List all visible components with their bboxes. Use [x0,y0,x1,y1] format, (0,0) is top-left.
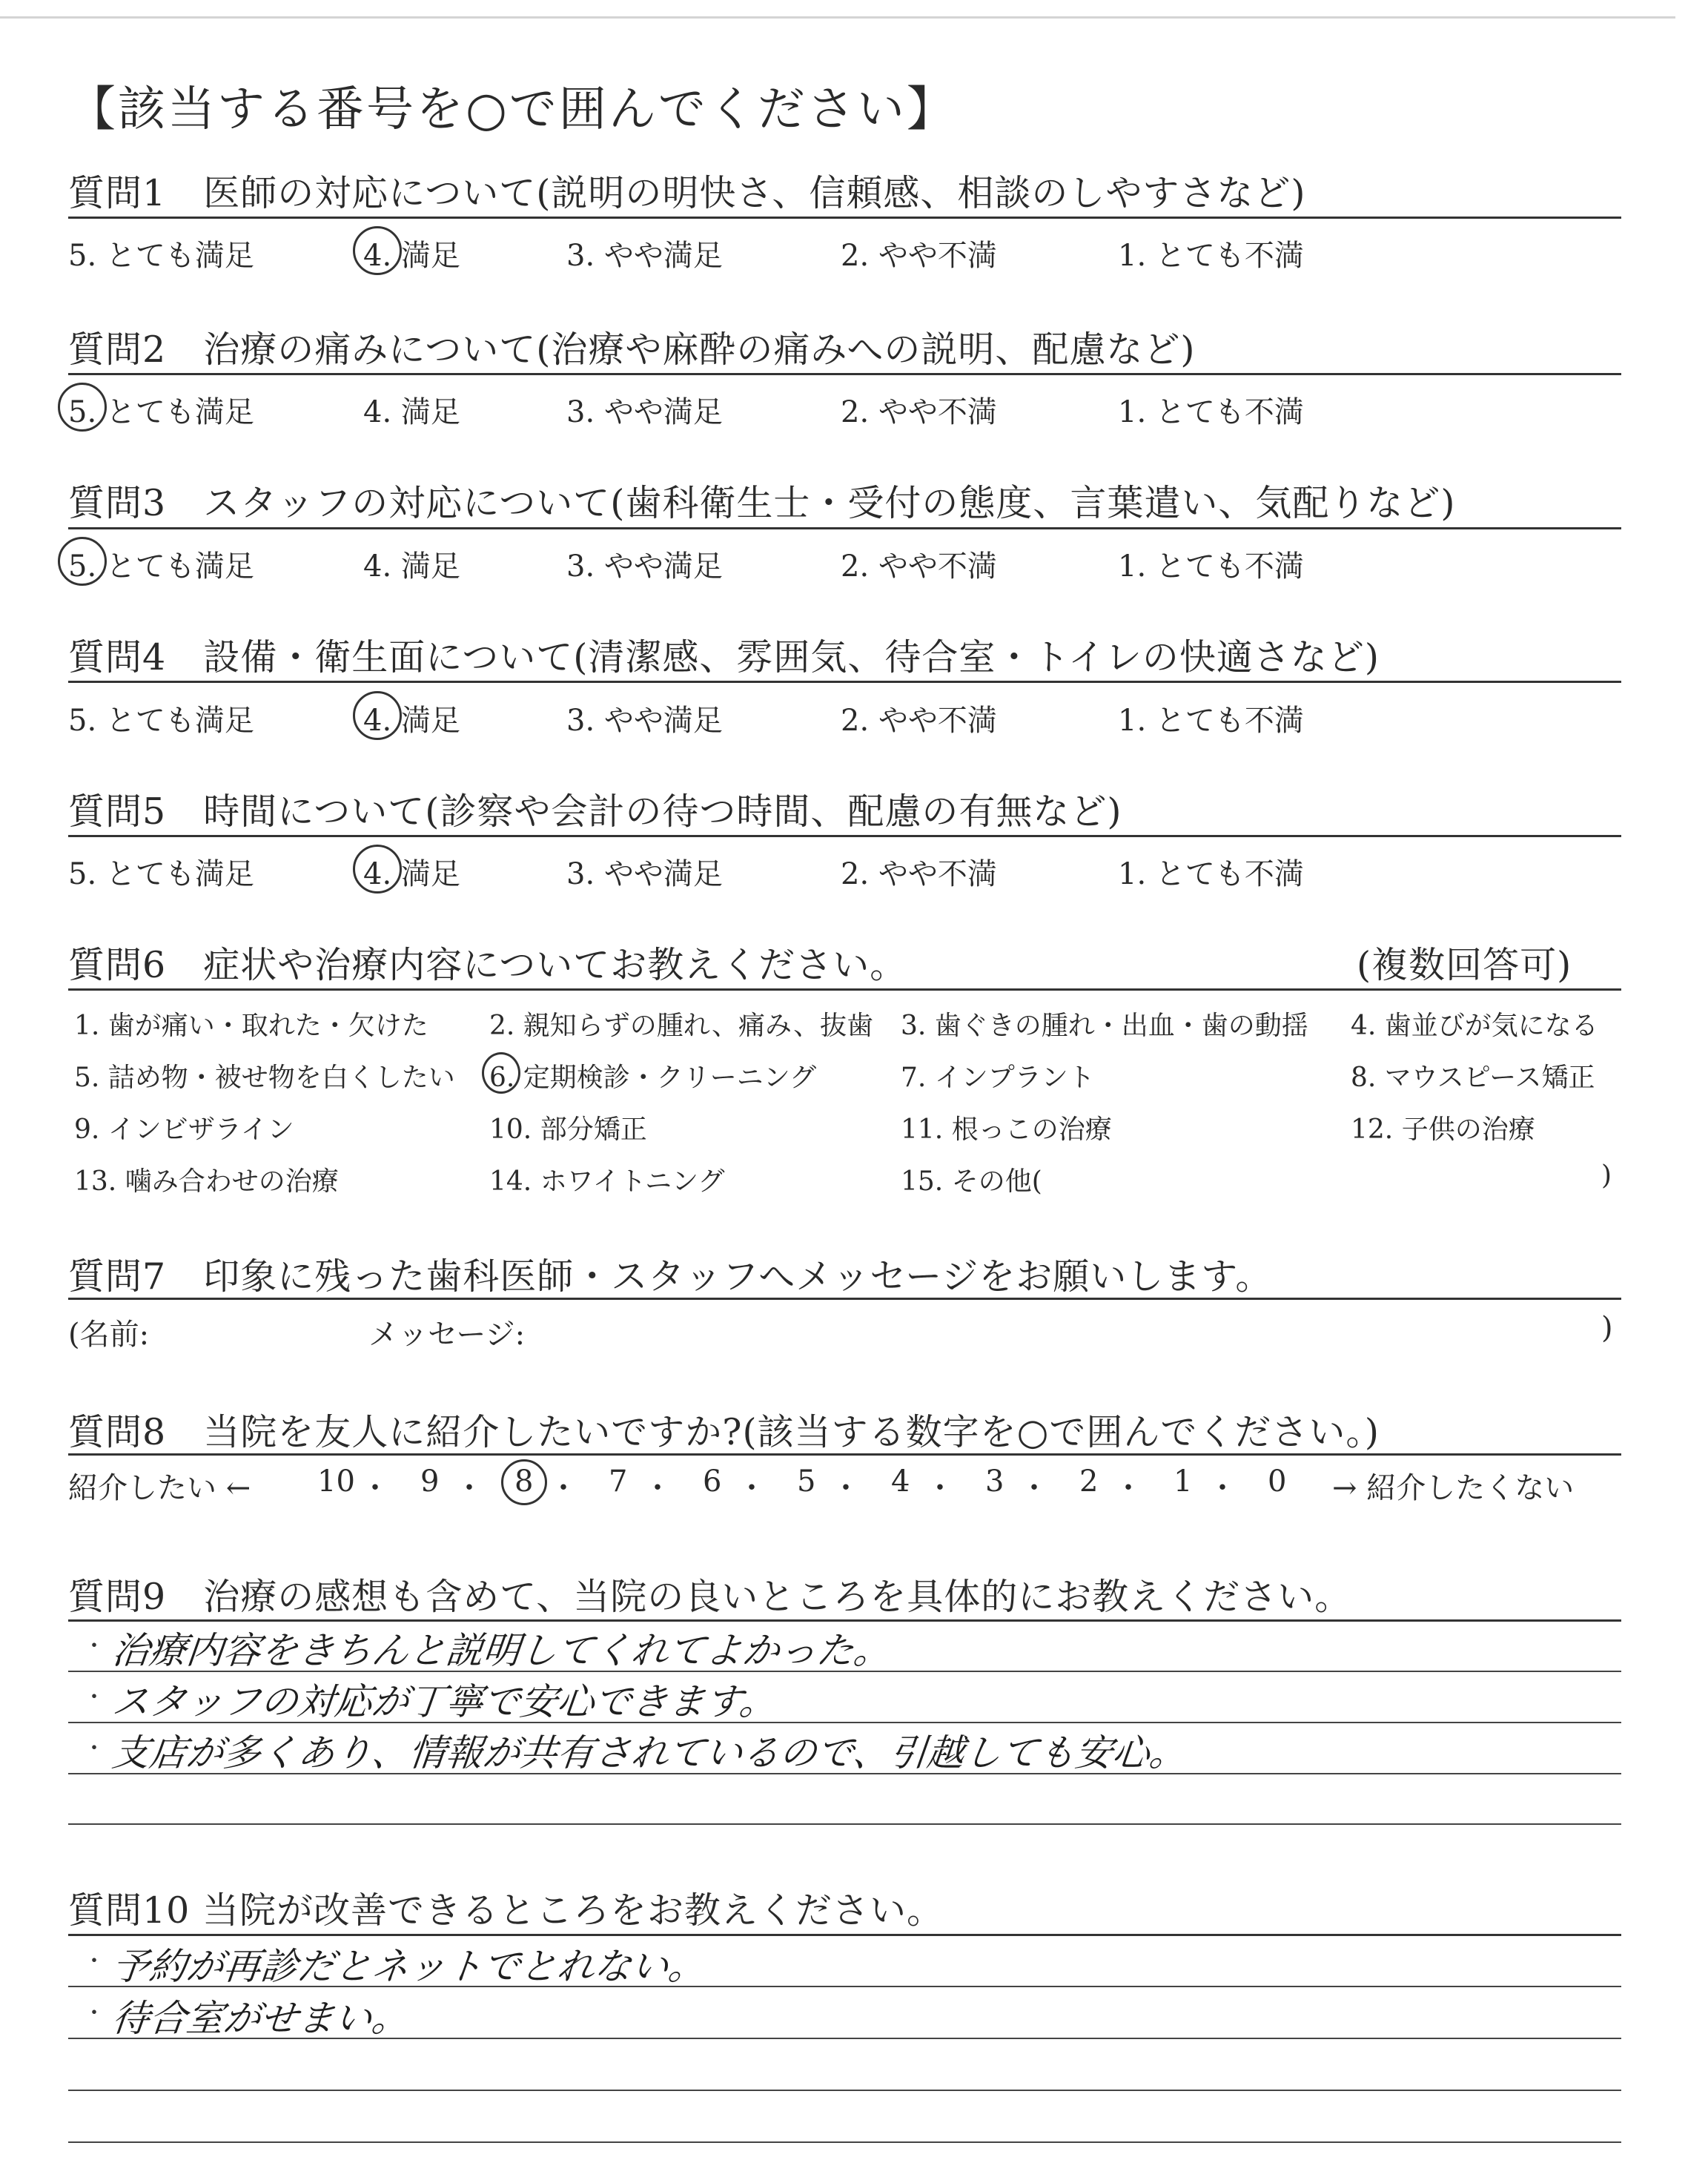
scale-separator: ・ [454,1471,484,1505]
rating-option[interactable]: 1. とても不満 [1118,395,1304,429]
page-title: 【該当する番号を○で囲んでください】 [68,82,956,137]
scale-number[interactable]: 8 [514,1464,534,1499]
question-text: スタッフの対応について(歯科衛生士・受付の態度、言葉遣い、気配りなど) [203,482,1456,524]
question-label: 質問9 [68,1576,167,1618]
scale-number[interactable]: 3 [985,1464,1004,1499]
scale-separator: ・ [360,1471,390,1505]
rating-option[interactable]: 3. やや満足 [566,857,723,891]
question-label: 質問2 [68,328,167,371]
question-text: 医師の対応について(説明の明快さ、信頼感、相談のしやすさなど) [203,172,1306,214]
question-2-heading [68,321,1195,373]
rating-row [0,851,1708,895]
question-4-rule [68,681,1621,683]
rating-option[interactable]: 4. 満足 [363,704,460,738]
treatment-option[interactable]: 2. 親知らずの腫れ、痛み、抜歯 [489,1011,874,1041]
question-3-heading [68,475,1455,526]
rating-option[interactable]: 2. やや不満 [841,395,997,429]
question-2-rule [68,373,1621,375]
question-5-heading [68,783,1122,835]
rating-option[interactable]: 5. とても満足 [68,857,254,891]
question-label: 質問4 [68,636,167,678]
treatment-option[interactable]: 11. 根っこの治療 [901,1114,1112,1145]
question-6-rule [68,988,1621,991]
question-text: 印象に残った歯科医師・スタッフへメッセージをお願いします。 [203,1255,1273,1298]
scale-separator: ・ [643,1471,672,1505]
question-9-heading [68,1568,1351,1620]
scale-number[interactable]: 7 [609,1464,628,1499]
rating-option[interactable]: 2. やや不満 [841,704,997,738]
question-10-heading [68,1882,944,1934]
treatment-option[interactable]: 15. その他( [901,1166,1042,1197]
answer-bullet: ・ [83,2001,105,2027]
question-label: 質問7 [68,1255,167,1298]
question-text: 治療の感想も含めて、当院の良いところを具体的にお教えください。 [203,1576,1352,1618]
scale-number[interactable]: 0 [1268,1464,1287,1499]
rating-option[interactable]: 3. やや満足 [566,395,723,429]
rating-option[interactable]: 5. とても満足 [68,395,254,429]
handwritten-answer: 支店が多くあり、情報が共有されているので、引越しても安心。 [110,1731,1189,1774]
question-label: 質問3 [68,482,167,524]
scale-number[interactable]: 4 [891,1464,910,1499]
treatment-option[interactable]: 7. インプラント [901,1063,1095,1093]
selection-circle [501,1459,547,1505]
rating-option[interactable]: 1. とても不満 [1118,704,1304,738]
scale-separator: ・ [549,1471,578,1505]
handwritten-answer: 予約が再診だとネットでとれない。 [110,1945,708,1988]
rating-option[interactable]: 3. やや満足 [566,704,723,738]
recommend-label: 紹介したい ← [68,1471,251,1505]
question-label: 質問1 [68,172,167,214]
rating-row [0,543,1708,587]
rating-option[interactable]: 2. やや不満 [841,857,997,891]
rating-option[interactable]: 4. 満足 [363,857,460,891]
question-10-rule [68,1934,1621,1936]
rating-option[interactable]: 2. やや不満 [841,549,997,584]
treatment-option[interactable]: 14. ホワイトニング [489,1166,725,1197]
other-closing-paren: ) [1601,1160,1612,1191]
handwritten-answer: スタッフの対応が丁寧で安心できます。 [110,1680,779,1723]
answer-bullet: ・ [83,1736,105,1762]
multiple-answer-note: (複数回答可) [1357,944,1572,986]
name-label: (名前: [68,1318,150,1352]
question-7-rule [68,1298,1621,1300]
rating-option[interactable]: 4. 満足 [363,239,460,273]
question-text: 治療の痛みについて(治療や麻酔の痛みへの説明、配慮など) [203,328,1196,371]
scale-number[interactable]: 6 [703,1464,722,1499]
selection-circle [58,383,107,432]
message-label: メッセージ: [368,1318,526,1352]
treatment-option[interactable]: 13. 噛み合わせの治療 [74,1166,339,1197]
question-1-rule [68,217,1621,219]
scale-separator: ・ [1113,1471,1143,1505]
question-6-heading [68,937,907,988]
scale-separator: ・ [831,1471,861,1505]
question-7-heading [68,1248,1272,1300]
scale-separator: ・ [737,1471,767,1505]
question-label: 質問10 [68,1889,191,1932]
scale-separator: ・ [1019,1471,1049,1505]
question-label: 質問8 [68,1411,167,1453]
question-3-rule [68,527,1621,529]
rating-option[interactable]: 3. やや満足 [566,239,723,273]
rating-option[interactable]: 1. とても不満 [1118,857,1304,891]
rating-option[interactable]: 1. とても不満 [1118,239,1304,273]
rating-option[interactable]: 1. とても不満 [1118,549,1304,584]
rating-option[interactable]: 4. 満足 [363,549,460,584]
scale-number[interactable]: 10 [317,1464,355,1499]
rating-option[interactable]: 5. とても満足 [68,704,254,738]
question-8-rule [68,1453,1621,1456]
selection-circle [353,226,402,275]
scale-separator: ・ [925,1471,955,1505]
treatment-option[interactable]: 6. 定期検診・クリーニング [489,1063,817,1093]
treatment-option[interactable]: 3. 歯ぐきの腫れ・出血・歯の動揺 [901,1011,1308,1041]
scale-separator: ・ [1208,1471,1237,1505]
rating-option[interactable]: 2. やや不満 [841,239,997,273]
selection-circle [353,691,402,740]
treatment-option[interactable]: 5. 詰め物・被せ物を白くしたい [74,1063,455,1093]
answer-line [68,2090,1621,2091]
question-text: 時間について(診察や会計の待つ時間、配慮の有無など) [203,790,1122,833]
question-4-heading [68,629,1380,681]
treatment-option[interactable]: 10. 部分矯正 [489,1114,647,1145]
answer-bullet: ・ [83,1634,105,1659]
selection-circle [353,845,402,894]
handwritten-answer: 待合室がせまい。 [110,1997,411,2040]
answer-bullet: ・ [83,1949,105,1975]
not-recommend-label: → 紹介したくない [1332,1471,1575,1505]
selection-circle [58,537,107,586]
rating-option[interactable]: 4. 満足 [363,395,460,429]
question-text: 当院が改善できるところをお教えください。 [202,1889,944,1932]
question-1-heading [68,165,1306,217]
question-label: 質問6 [68,944,167,986]
question-text: 当院を友人に紹介したいですか?(該当する数字を○で囲んでください。) [203,1411,1380,1453]
treatment-option[interactable]: 4. 歯並びが気になる [1351,1011,1598,1041]
answer-bullet: ・ [83,1685,105,1711]
treatment-option[interactable]: 8. マウスピース矯正 [1351,1063,1595,1093]
question-5-rule [68,835,1621,837]
scale-number[interactable]: 1 [1174,1464,1193,1499]
treatment-option[interactable]: 9. インビザライン [74,1114,294,1145]
rating-option[interactable]: 5. とても満足 [68,549,254,584]
question-label: 質問5 [68,790,167,833]
top-border [0,16,1675,19]
rating-option[interactable]: 3. やや満足 [566,549,723,584]
rating-row [0,697,1708,742]
handwritten-answer: 治療内容をきちんと説明してくれてよかった。 [110,1629,893,1672]
rating-row [0,389,1708,433]
scale-number[interactable]: 9 [420,1464,440,1499]
rating-row [0,232,1708,277]
scale-number[interactable]: 5 [797,1464,816,1499]
rating-option[interactable]: 5. とても満足 [68,239,254,273]
question-8-heading [68,1404,1380,1456]
treatment-option[interactable]: 12. 子供の治療 [1351,1114,1535,1145]
question-text: 設備・衛生面について(清潔感、雰囲気、待合室・トイレの快適さなど) [203,636,1380,678]
answer-line [68,1823,1621,1825]
answer-line [68,2141,1621,2143]
scale-number[interactable]: 2 [1079,1464,1099,1499]
closing-paren: ) [1601,1311,1613,1345]
treatment-option[interactable]: 1. 歯が痛い・取れた・欠けた [74,1011,428,1041]
question-text: 症状や治療内容についてお教えください。 [203,944,907,986]
